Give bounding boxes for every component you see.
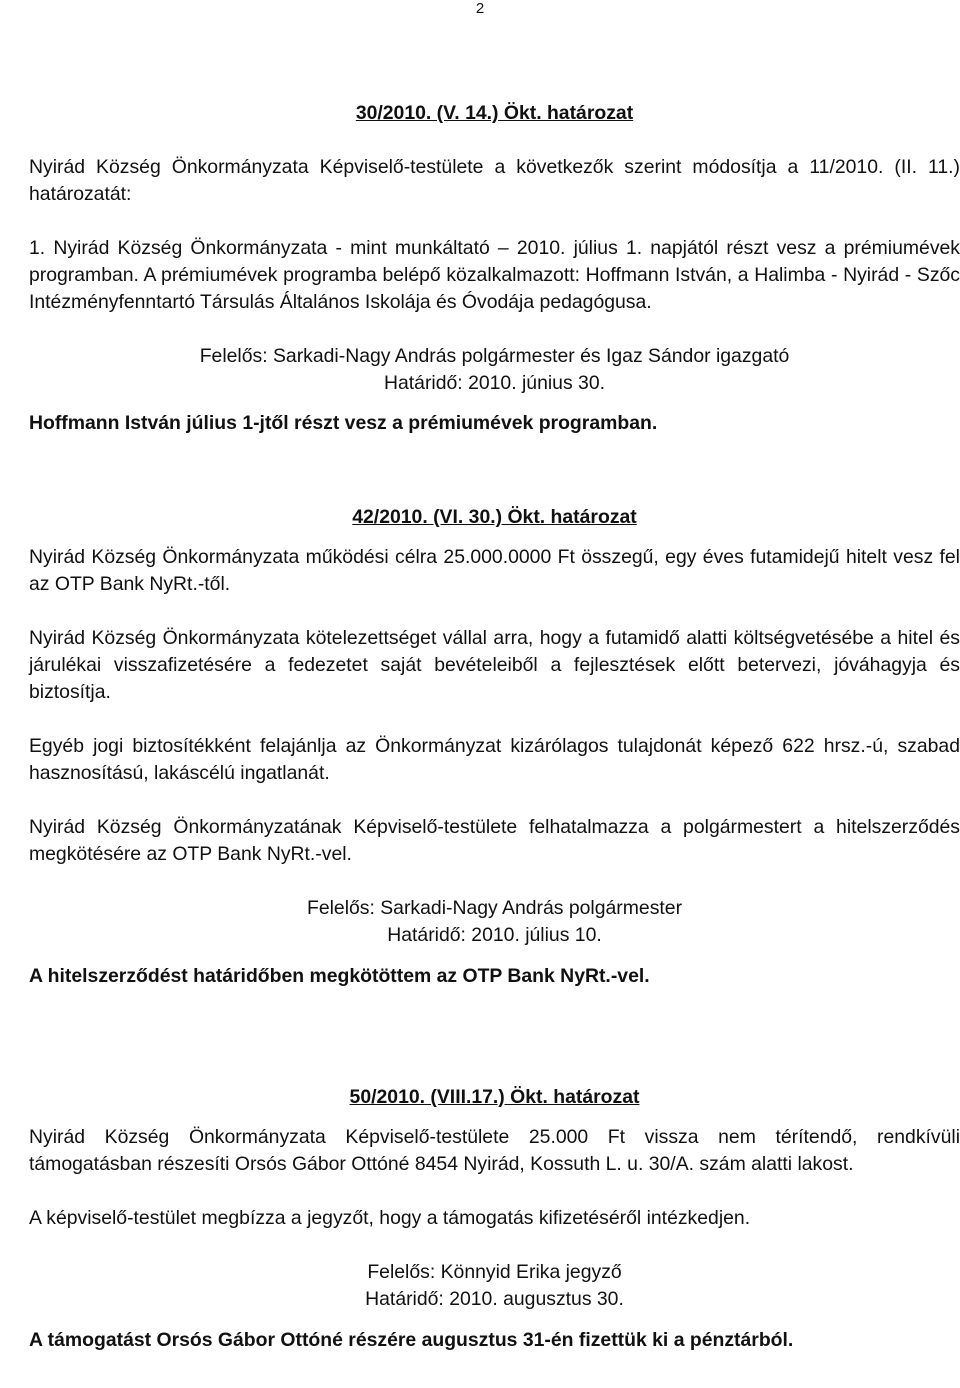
resolution-30-responsible: Felelős: Sarkadi-Nagy András polgármester és Igaz Sándor igazgató (199, 345, 790, 367)
document-body (29, 100, 960, 1354)
resolution-50-p1: Nyirád Község Önkormányzata Képviselő-testülete 25.000 Ft vissza nem térítendő, rendkívüli támogatásban részesíti Orsós Gábor Ottóné 8454 Nyirád, Kossuth L. u. 30/A. szám alatti lakost. (29, 1126, 960, 1175)
resolution-42-p3: Egyéb jogi biztosítékként felajánlja az Önkormányzat kizárólagos tulajdonát képező 622 hrsz.-ú, szabad hasznosítású, lakáscélú ingatlanát. (29, 735, 960, 784)
resolution-42-p2: Nyirád Község Önkormányzata kötelezettséget vállal arra, hogy a futamidő alatti költségvetésébe a hitel és járulékai visszafizetésére a fedezetet saját bevételeiből a fejlesztések előtt betervezi, jóváhagyja és biztosítja. (29, 627, 960, 703)
resolution-50-p2: A képviselő-testület megbízza a jegyzőt, hogy a támogatás kifizetéséről intézkedjen. (29, 1207, 751, 1229)
resolution-30-outcome: Hoffmann István július 1-jtől részt vesz a prémiumévek programban. (29, 412, 658, 434)
page-number: 2 (475, 0, 485, 17)
resolution-50-outcome: A támogatást Orsós Gábor Ottóné részére augusztus 31-én fizettük ki a pénztárból. (29, 1329, 794, 1351)
resolution-title-30: 30/2010. (V. 14.) Ökt. határozat (355, 102, 634, 124)
resolution-title-42: 42/2010. (VI. 30.) Ökt. határozat (352, 506, 637, 528)
resolution-42-p4: Nyirád Község Önkormányzatának Képviselő-testülete felhatalmazza a polgármestert a hitelszerződés megkötésére az OTP Bank NyRt.-vel. (29, 816, 960, 865)
resolution-title-50: 50/2010. (VIII.17.) Ökt. határozat (349, 1086, 640, 1108)
resolution-42-outcome: A hitelszerződést határidőben megkötöttem az OTP Bank NyRt.-vel. (29, 965, 650, 987)
resolution-42-responsible: Felelős: Sarkadi-Nagy András polgármester (306, 897, 683, 919)
resolution-30-deadline: Határidő: 2010. június 30. (384, 372, 605, 394)
resolution-42-deadline: Határidő: 2010. július 10. (387, 924, 602, 946)
resolution-30-intro: Nyirád Község Önkormányzata Képviselő-testülete a következők szerint módosítja a 11/2010. (II. 11.) határozatát: (29, 156, 960, 205)
resolution-50-deadline: Határidő: 2010. augusztus 30. (365, 1288, 624, 1310)
resolution-50-responsible: Felelős: Könnyid Erika jegyző (367, 1261, 622, 1283)
resolution-42-p1: Nyirád Község Önkormányzata működési célra 25.000.0000 Ft összegű, egy éves futamidejű hitelt vesz fel az OTP Bank NyRt.-től. (29, 546, 960, 595)
resolution-30-item-1: 1. Nyirád Község Önkormányzata - mint munkáltató – 2010. július 1. napjától részt vesz a prémiumévek programban. A prémiumévek programba belépő közalkalmazott: Hoffmann István, a Halimba - Nyirád - Szőc Intézményfenntartó Társulás Általános Iskolája és Óvodája pedagógusa. (29, 237, 960, 313)
